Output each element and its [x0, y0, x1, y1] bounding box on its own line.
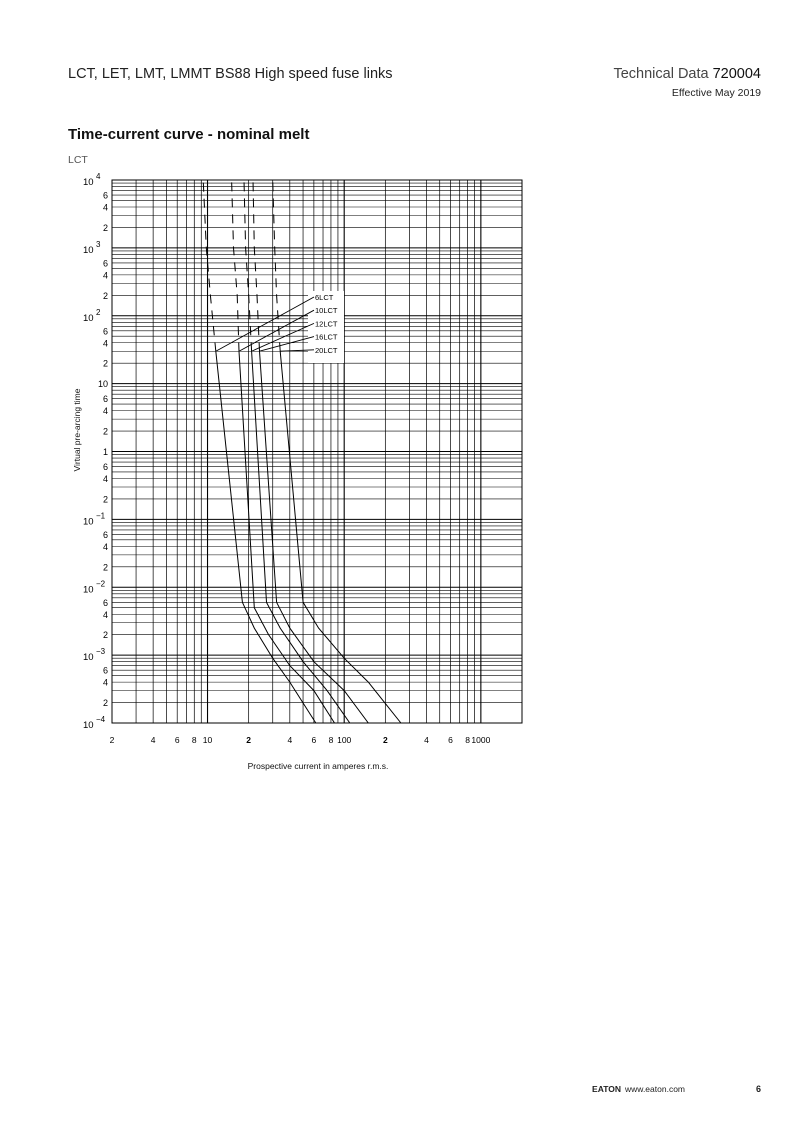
y-tick-label: 2 — [102, 562, 108, 573]
x-tick-label: 6 — [311, 735, 317, 745]
y-tick-label: 6 — [102, 258, 108, 269]
x-tick-label: 6 — [448, 735, 453, 745]
y-tick-label: 4 — [102, 541, 108, 552]
y-tick-label: 1 — [102, 447, 108, 457]
x-tick-label: 6 — [174, 735, 180, 745]
x-tick-label: 2 — [246, 735, 252, 745]
document-title: LCT, LET, LMT, LMMT BS88 High speed fuse links — [68, 66, 393, 82]
y-tick-label: 4 — [102, 406, 108, 417]
y-tick-label: 4 — [102, 338, 108, 349]
y-tick-exponent: −2 — [96, 579, 106, 589]
y-tick-label: 6 — [102, 597, 108, 608]
series-line-20LCT — [280, 351, 401, 723]
y-tick-label: 10 — [83, 312, 94, 324]
y-tick-label: 10 — [83, 652, 94, 664]
legend-label-10LCT: 10LCT — [315, 306, 338, 316]
y-tick-label: 2 — [102, 290, 108, 301]
y-tick-label: 4 — [102, 677, 108, 688]
series-dashed-10LCT — [232, 180, 239, 351]
chart-subtitle: LCT — [68, 154, 88, 166]
section-title: Time-current curve - nominal melt — [68, 126, 310, 143]
x-tick-label: 4 — [150, 735, 156, 745]
legend-leader-6LCT — [216, 297, 314, 351]
chart-grid — [112, 180, 522, 723]
y-tick-exponent: 3 — [96, 239, 101, 249]
x-tick-label: 8 — [191, 735, 197, 745]
footer-url: www.eaton.com — [625, 1084, 685, 1094]
x-tick-label: 4 — [287, 735, 293, 745]
x-tick-label: 2 — [109, 735, 115, 745]
x-tick-label: 10 — [202, 735, 213, 745]
y-tick-label: 2 — [102, 630, 108, 641]
y-tick-label: 2 — [102, 698, 108, 709]
series-dashed-20LCT — [273, 180, 281, 351]
y-tick-label: 4 — [102, 270, 108, 281]
legend-label-12LCT: 12LCT — [315, 319, 338, 329]
y-tick-label: 10 — [97, 379, 108, 390]
series-dashed-12LCT — [244, 180, 252, 351]
x-tick-label: 2 — [382, 735, 388, 745]
y-axis-title: Virtual pre-arcing time — [72, 388, 82, 472]
y-tick-label: 2 — [102, 494, 108, 505]
y-tick-label: 4 — [102, 609, 108, 620]
y-tick-label: 2 — [102, 358, 108, 369]
legend-label-20LCT: 20LCT — [315, 345, 338, 355]
y-tick-exponent: 2 — [96, 307, 101, 317]
legend-label-6LCT: 6LCT — [315, 293, 334, 302]
y-tick-label: 10 — [83, 584, 94, 596]
y-tick-label: 4 — [102, 474, 108, 485]
x-tick-label: 4 — [424, 735, 429, 745]
legend-label-16LCT: 16LCT — [315, 332, 338, 342]
x-tick-label: 100 — [337, 735, 352, 745]
y-tick-label: 6 — [102, 326, 108, 337]
y-tick-label: 6 — [102, 665, 108, 676]
y-tick-exponent: 4 — [96, 172, 101, 181]
y-tick-exponent: −4 — [96, 715, 106, 724]
series-line-12LCT — [252, 351, 350, 723]
y-tick-exponent: −1 — [96, 511, 106, 521]
y-tick-label: 2 — [102, 426, 108, 437]
page-number: 6 — [755, 1084, 761, 1094]
y-tick-label: 10 — [83, 720, 94, 731]
x-tick-label: 8 — [465, 735, 470, 745]
y-tick-label: 10 — [83, 516, 94, 528]
x-tick-label: 8 — [328, 735, 334, 745]
y-tick-label: 2 — [102, 222, 108, 233]
y-tick-label: 4 — [102, 202, 108, 213]
technical-data-number: 720004 — [712, 66, 761, 82]
footer-brand: EATON — [592, 1084, 621, 1094]
y-tick-exponent: −3 — [96, 647, 106, 657]
y-tick-label: 6 — [102, 529, 108, 540]
y-tick-label: 6 — [102, 394, 108, 405]
technical-data-text: Technical Data — [613, 66, 709, 82]
x-axis-title: Prospective current in amperes r.m.s. — [247, 761, 389, 771]
y-tick-label: 10 — [83, 244, 94, 256]
effective-date: Effective May 2019 — [671, 87, 761, 99]
series-dashed-16LCT — [253, 180, 260, 351]
x-tick-label: 1000 — [471, 735, 491, 745]
y-tick-label: 6 — [102, 462, 108, 473]
series-line-6LCT — [216, 351, 316, 723]
series-dashed-6LCT — [203, 180, 216, 351]
y-tick-label: 6 — [102, 190, 108, 201]
y-tick-label: 10 — [83, 177, 94, 188]
chart-labels — [83, 172, 491, 745]
